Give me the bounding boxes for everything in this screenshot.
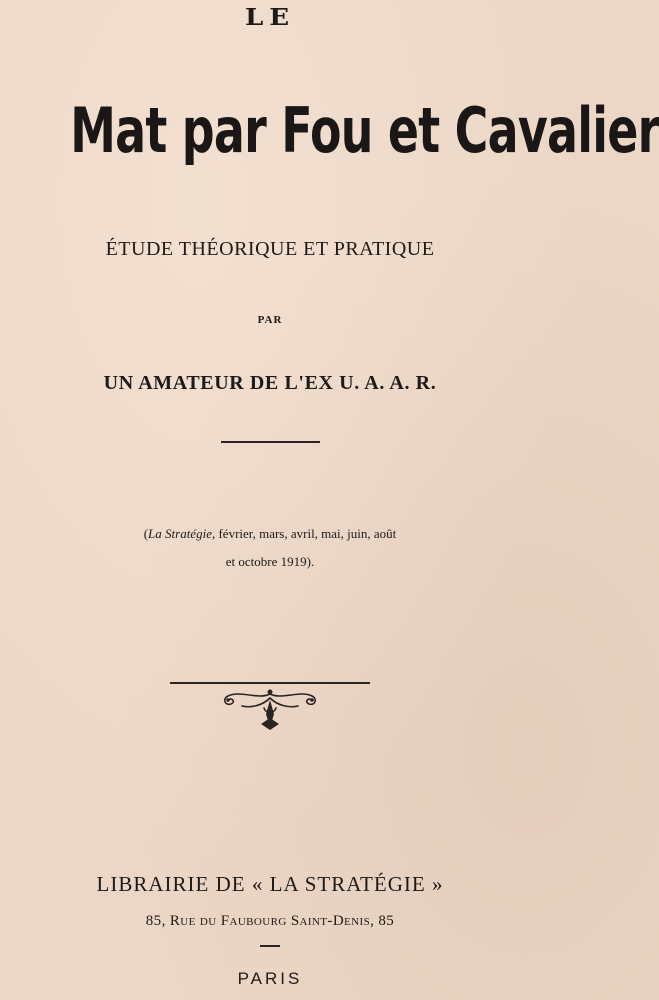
author: UN AMATEUR DE L'EX U. A. A. R. bbox=[103, 372, 437, 394]
short-divider-rule bbox=[260, 945, 280, 947]
title-article: LE bbox=[244, 4, 296, 32]
subtitle: ÉTUDE THÉORIQUE ET PRATIQUE bbox=[105, 238, 435, 260]
divider-rule bbox=[221, 441, 320, 443]
by-line-par: PAR bbox=[257, 314, 283, 326]
publisher-city: PARIS bbox=[237, 969, 303, 988]
publisher-address bbox=[0, 911, 540, 931]
citation-line-1: (La Stratégie, février, mars, avril, mai, juin, août bbox=[143, 526, 397, 541]
address-number: 85, bbox=[145, 913, 166, 929]
publication-citation bbox=[0, 520, 540, 576]
publisher-name: LIBRAIRIE DE « LA STRATÉGIE » bbox=[96, 872, 444, 896]
journal-name: La Stratégie bbox=[148, 526, 212, 541]
citation-dates: , février, mars, avril, mai, juin, août bbox=[211, 526, 397, 541]
address-number-end: 85 bbox=[378, 913, 395, 929]
address-street: Rue du Faubourg Saint-Denis, bbox=[169, 913, 375, 929]
citation-line-2: et octobre 1919). bbox=[225, 554, 315, 569]
book-title: Mat par Fou et Cavalier bbox=[70, 94, 659, 167]
fleuron-ornament-icon bbox=[170, 678, 370, 738]
